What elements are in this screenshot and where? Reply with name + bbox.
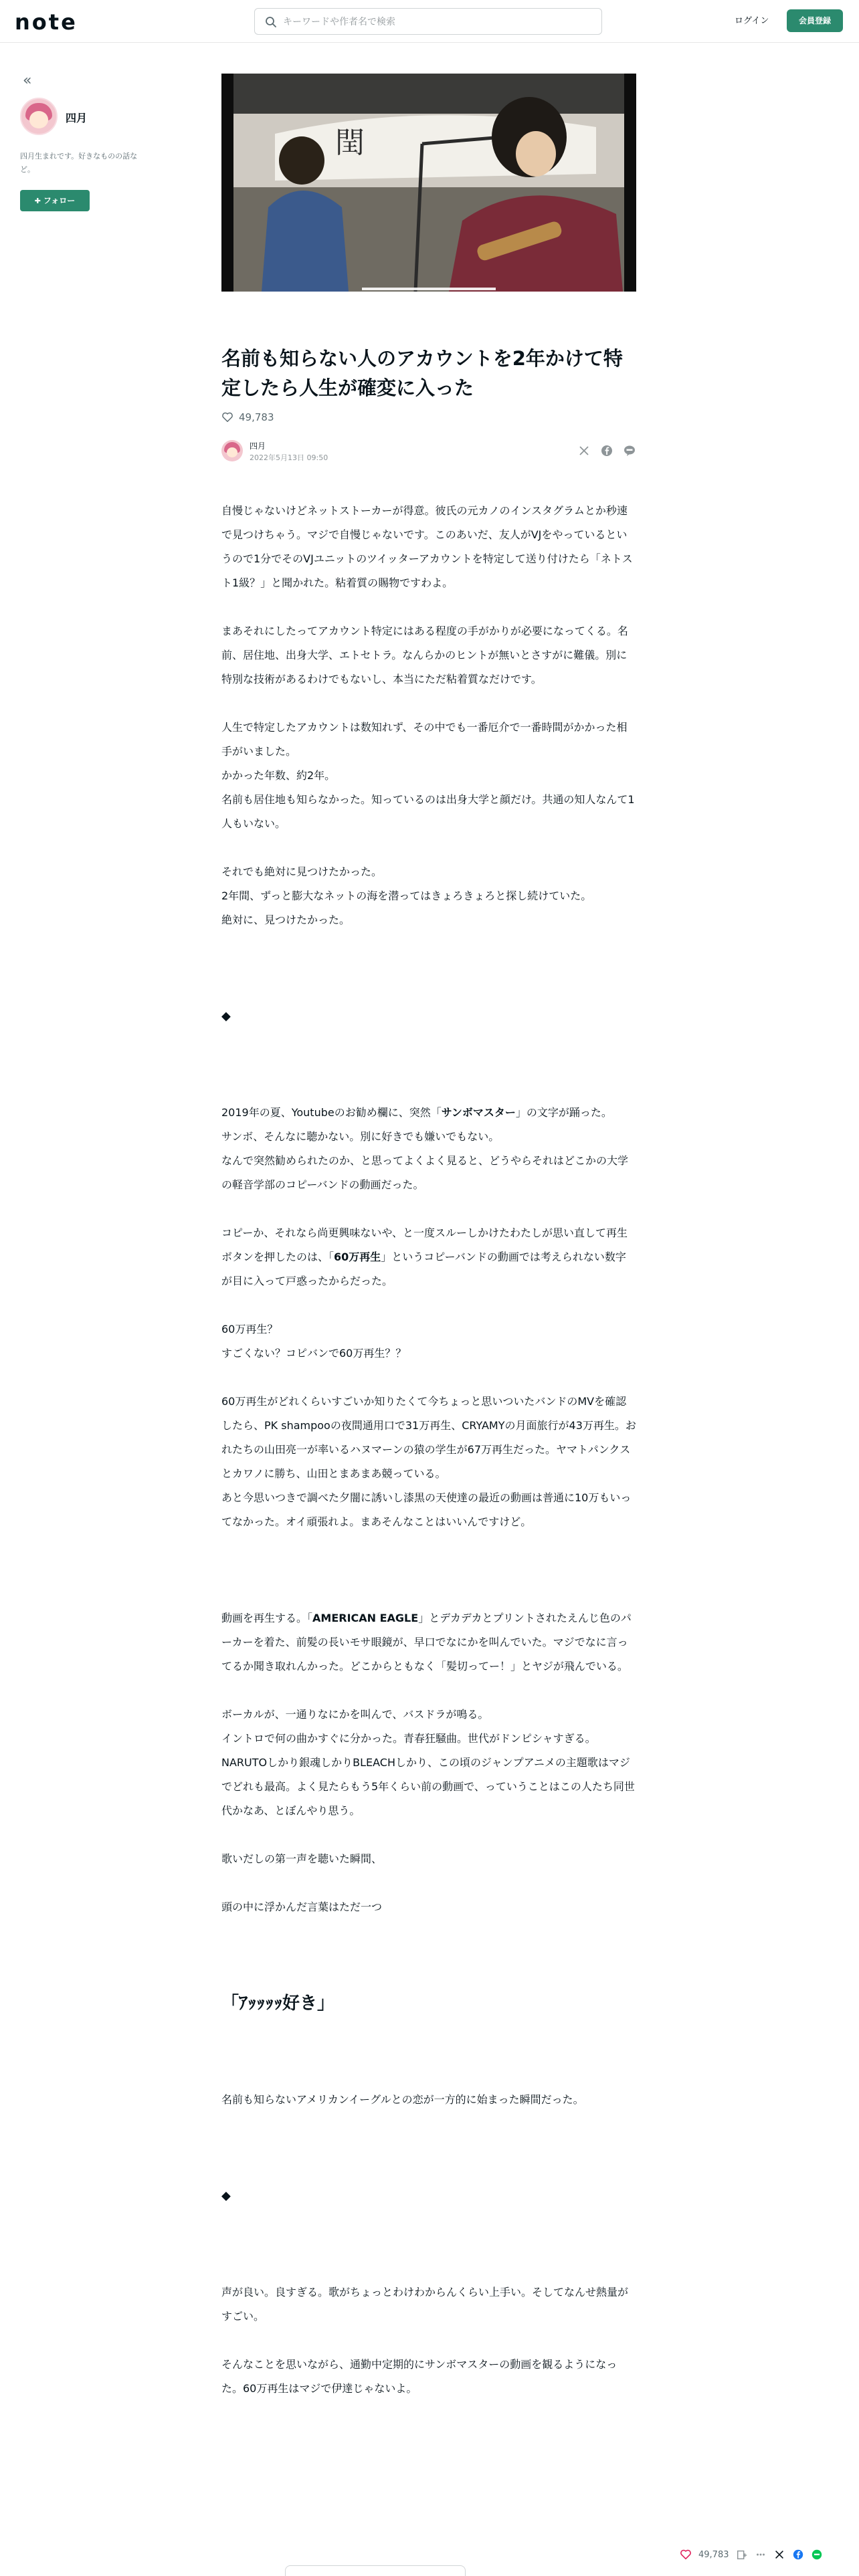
section-divider: ◆: [221, 1009, 231, 1023]
paragraph: 歌いだしの第一声を聴いた瞬間、: [221, 1852, 383, 1865]
author-bio: 四月生まれです。好きなものの話など。: [20, 152, 138, 174]
login-button[interactable]: ログイン: [735, 16, 769, 26]
article-main: [221, 74, 636, 2401]
author-avatar-small[interactable]: [221, 440, 243, 461]
svg-text:閏: 閏: [335, 126, 365, 160]
x-share-icon[interactable]: [773, 2549, 785, 2561]
article-title: 名前も知らない人のアカウントを2年かけて特定したら人生が確変に入った: [221, 347, 623, 399]
collapse-sidebar-icon[interactable]: «: [23, 72, 32, 89]
facebook-share-icon[interactable]: [792, 2549, 804, 2561]
paragraph: 60万再生？ すごくない？コピバンで60万再生？？: [221, 1323, 407, 1360]
paragraph: 自慢じゃないけどネットストーカーが得意。彼氏の元カノのインスタグラムとか秒速で見つけちゃう。マジで自慢じゃないです。このあいだ、友人がVJをやっているというので1分でそのVJユニットのツイッターアカウントを特定して送り付けたら「ネトスト1級？」と聞かれた。粘着質の賜物ですわよ。: [221, 504, 633, 589]
facebook-share-icon[interactable]: [600, 444, 613, 457]
paragraph: 声が良い。良すぎる。歌がちょっとわけわからんくらい上手い。そしてなんせ熱量がすごい。: [221, 2286, 629, 2323]
emphasis-heading: 「ｱｯｯｯｯ好き」: [221, 1994, 335, 2014]
paragraph: まあそれにしたってアカウント特定にはある程度の手がかりが必要になってくる。名前、居住地、出身大学、エトセトラ。なんらかのヒントが無いとさすがに難儀。別に特別な技術があるわけでもないし、本当にただ粘着質なだけです。: [221, 625, 628, 685]
article-meta: [221, 437, 636, 467]
bottom-overlay-edge: [285, 2565, 466, 2576]
heart-icon[interactable]: [221, 411, 233, 423]
paragraph-with-bold: 動画を再生する。「AMERICAN EAGLE」とデカデカとプリントされたえんじ色のパーカーを着た、前髪の長いモサ眼鏡が、早口でなにかを叫んでいた。マジでなに言ってるか聞き取れんかった。どこからともなく「髪切ってー！」とヤジが飛んでいる。: [221, 1612, 632, 1673]
x-share-icon[interactable]: [577, 444, 591, 457]
author-avatar[interactable]: [20, 98, 58, 135]
paragraph: 頭の中に浮かんだ言葉はただ一つ: [221, 1901, 383, 1913]
signup-button[interactable]: 会員登録: [787, 9, 843, 32]
magazine-add-icon[interactable]: [736, 2549, 748, 2561]
heart-icon[interactable]: [680, 2549, 692, 2561]
paragraph: 60万再生がどれくらいすごいか知りたくて今ちょっと思いついたバンドのMVを確認したら、PK shampooの夜間通用口で31万再生、CRYAMYの月面旅行が43万再生。おれたちの山田亮一が率いるハヌマーンの猿の学生が67万再生だった。ヤマトパンクスとカワノに勝ち、山田とまあまあ競っている。 あと今思いつきで調べた夕闇に誘いし漆黒の天使達の最近の動画は普通に10万もいってなかった。オイ頑張れよ。まあそんなことはいいんですけど。: [221, 1395, 636, 1528]
paragraph-with-bold: 2019年の夏、Youtubeのお勧め欄に、突然「サンボマスター」の文字が踊った。 サンボ、そんなに聴かない。別に好きでも嫌いでもない。 なんで突然勧められたのか、と思ってよくよく見ると、どうやらそれはどこかの大学の軽音学部のコピーバンドの動画だった。: [221, 1106, 629, 1191]
paragraph-with-bold: コピーか、それなら尚更興味ないや、と一度スルーしかけたわたしが思い直して再生ボタンを押したのは、「60万再生」というコピーバンドの動画では考えられない数字が目に入って戸惑ったからだった。: [221, 1226, 628, 1287]
search-box[interactable]: [254, 8, 602, 35]
share-icons: [577, 444, 636, 457]
floating-like-count: 49,783: [698, 2549, 729, 2560]
line-share-icon[interactable]: [811, 2549, 823, 2561]
follow-button[interactable]: [20, 190, 90, 211]
meta-author-name[interactable]: 四月: [250, 441, 266, 451]
paragraph: ボーカルが、一通りなにかを叫んで、バスドラが鳴る。 イントロで何の曲かすぐに分かった。青春狂騒曲。世代がドンピシャすぎる。NARUTOしかり銀魂しかりBLEACHしかり、この頃のジャンプアニメの主題歌はマジでどれも最高。よく見たらもう5年くらい前の動画で、っていうことはこの人たち同世代かなあ、とぼんやり思う。: [221, 1708, 635, 1817]
paragraph: そんなことを思いながら、通勤中定期的にサンボマスターの動画を観るようになった。60万再生はマジで伊達じゃないよ。: [221, 2358, 617, 2395]
line-share-icon[interactable]: [623, 444, 636, 457]
more-options-icon[interactable]: [755, 2549, 767, 2561]
paragraph: 名前も知らないアメリカンイーグルとの恋が一方的に始まった瞬間だった。: [221, 2093, 584, 2106]
search-icon: [264, 15, 278, 29]
paragraph: それでも絶対に見つけたかった。 2年間、ずっと膨大なネットの海を潜ってはきょろきょろと探し続けていた。 絶対に、見つけたかった。: [221, 865, 592, 926]
search-input[interactable]: [283, 13, 591, 31]
floating-action-bar: [680, 2545, 823, 2564]
hero-image: [221, 74, 636, 292]
like-count-row[interactable]: [221, 409, 636, 425]
like-count: 49,783: [239, 411, 274, 423]
sidebar-author-name[interactable]: 四月: [66, 112, 88, 124]
section-divider: ◆: [221, 2189, 231, 2203]
publish-date: 2022年5月13日 09:50: [250, 453, 328, 462]
follow-label: フォロー: [43, 196, 76, 205]
add-user-icon: ✚: [34, 197, 41, 205]
site-header: [0, 0, 859, 43]
article-body: [221, 499, 636, 2401]
note-logo[interactable]: note: [15, 9, 78, 35]
paragraph: 人生で特定したアカウントは数知れず、その中でも一番厄介で一番時間がかかった相手がいました。 かかった年数、約2年。 名前も居住地も知らなかった。知っているのは出身大学と顔だけ。共通の知人なんて1人もいない。: [221, 721, 635, 830]
